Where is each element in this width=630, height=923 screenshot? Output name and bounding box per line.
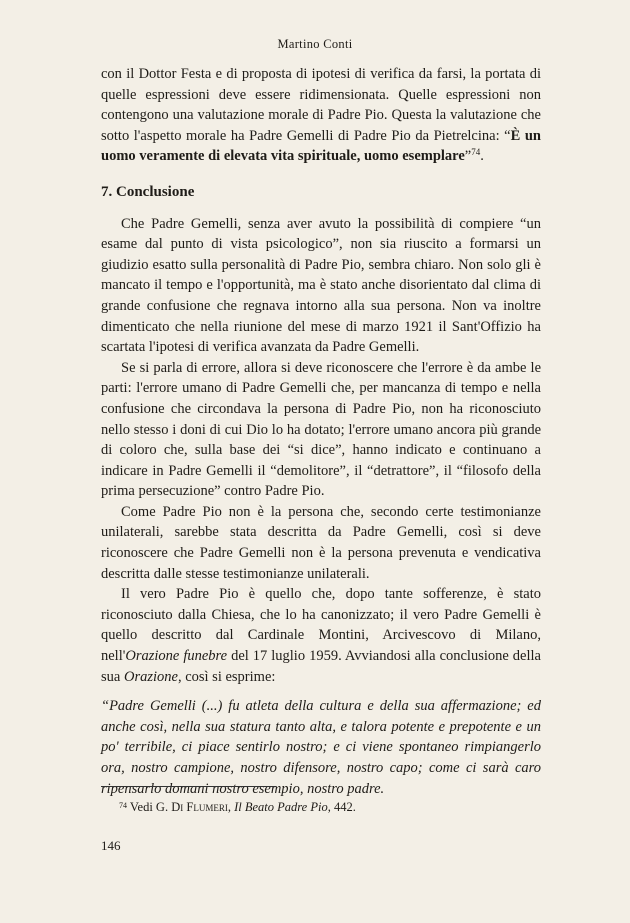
paragraph-1-end: . [480,148,484,165]
page-number: 146 [101,838,121,853]
footnote-74 [119,799,539,815]
footnote-suffix: , 442. [327,800,356,814]
footnote-prefix: Vedi G. [127,800,172,814]
paragraph-4: Come Padre Pio non è la persona che, secondo certe testimonianze unilaterali, sarebbe stata descritta da Padre Gemelli, così si deve riconoscere che Padre Gemelli non è la persona prevenuta e vendicativa descritta dalle stesse testimonianze unilaterali. [101,503,541,582]
paragraph-5-after: , così si esprime: [177,668,276,685]
footnote-ref[interactable]: 74 [471,147,481,158]
paragraph-1 [101,64,541,167]
work-title-orazione: Orazione [123,668,178,685]
paragraph-2: Che Padre Gemelli, senza aver avuto la possibilità di compiere “un esame dal punto di vista psicologico”, non sia riuscito a formarsi un giudizio esatto sulla personalità di Padre Pio, sembra chiaro. Non solo gli è mancato il tempo e l'opportunità, ma è stato anche disorientato dal clima di grande confusione che regnava intorno alla sua persona. Non va inoltre dimenticato che nella riunione del mese di marzo 1921 il Sant'Offizio ha scartata l'ipotesi di verifica avanzata da Padre Gemelli. [101,215,541,356]
paragraph-5-middle: del 17 luglio 1959. Avviandosi alla conclusione della sua [101,648,541,685]
close-quote: ” [464,148,472,165]
work-title-orazione-funebre: Orazione funebre [125,648,228,665]
footnote-rule [101,786,276,787]
open-quote: “ [101,698,110,715]
paragraph-5 [101,584,541,687]
bold-quote: È un uomo veramente di elevata vita spirituale, uomo esemplare [101,127,541,165]
paragraph-3: Se si parla di errore, allora si deve riconoscere che l'errore è da ambe le parti: l'errore umano di Padre Gemelli che, per mancanza di tempo e nella confusione che circondava la persona di Padre Pio, non ha riconosciuto nello stesso i doni di cui Dio lo ha dotato; l'errore umano ancora più grande di coloro che, sulla base dei “si dice”, hanno indicato e continuano a indicare in Padre Gemelli il “demolitore”, il “detrattore”, il “filosofo della prima persecuzione” contro Padre Pio. [101,359,541,500]
footnote-number: 74 [119,801,127,810]
paragraph-5-before: Il vero Padre Pio è quello che, dopo tante sofferenze, è stato riconosciuto dalla Chiesa, che lo ha canonizzato; il vero Padre Gemelli è quello descritto dal Cardinale Montini, Arcivescovo di Milano, nell' [101,586,541,665]
section-title: 7. Conclusione [101,183,195,200]
running-head: Martino Conti [277,37,353,51]
footnote-author: Di Flumeri [171,800,228,814]
quote-text: Padre Gemelli (...) fu atleta della cultura e della sua affermazione; ed anche così, nella sua statura tanto alta, e talora potente e prepotente e un po' terribile, ci piace sentirlo nostro; e ci viene spontaneo rimpiangerlo ora, nostro campione, nostro difensore, nostro capo; come ci sarà caro ripensarlo domani nostro esempio, nostro padre. [101,698,541,797]
footnote-title: Il Beato Padre Pio [234,800,328,814]
block-quote [101,696,541,799]
body-text [101,64,541,799]
footnote-separator: , [227,800,235,814]
paragraph-1-text: con il Dottor Festa e di proposta di ipotesi di verifica da farsi, la portata di quelle espressioni deve essere ridimensionata. Quelle espressioni non contengono una valutazione morale di Padre Pio. Questa la valutazione che sotto l'aspetto morale ha Padre Gemelli di Padre Pio da Pietrelcina: “ [101,66,541,144]
